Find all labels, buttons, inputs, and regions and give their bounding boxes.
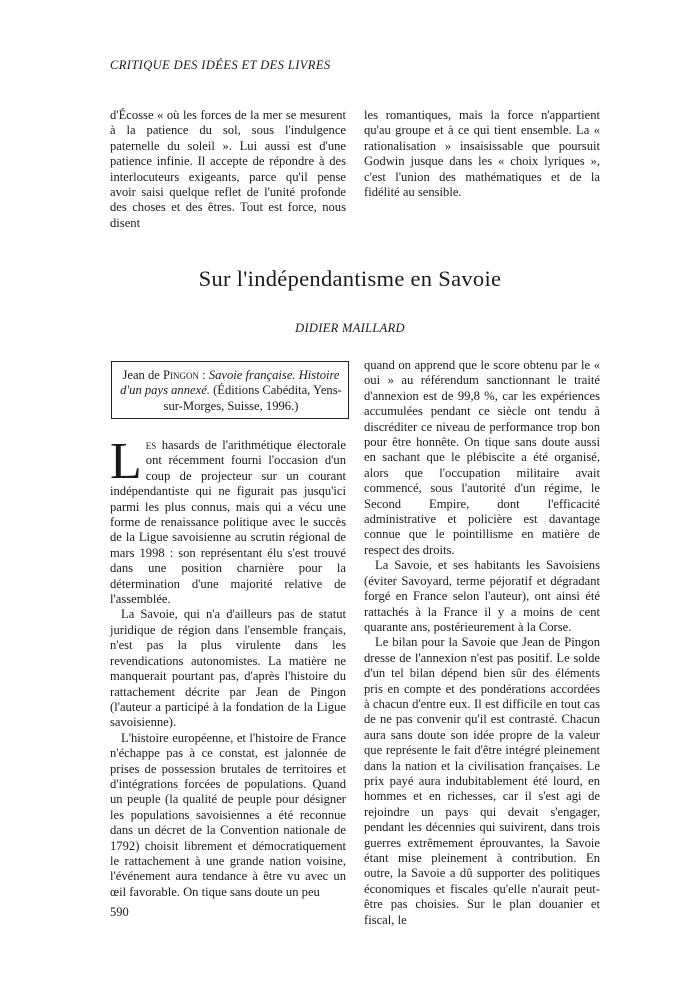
top-right-column — [364, 108, 600, 200]
book-separator: : — [199, 368, 209, 382]
page-number: 590 — [110, 905, 129, 919]
paragraph: d'Écosse « où les forces de la mer se mesurent à la patience du sol, sous l'indulgence paternelle du soleil ». Lui aussi est d'une patience infinie. Il accepte de répondre à des interlocuteurs exigeants, parce qu'il pense avoir saisi quelque reflet de l'unité profonde des choses et des êtres. Tout est force, nous disent — [110, 108, 346, 230]
paragraph: quand on apprend que le score obtenu par le « oui » au référendum sanctionnant le traité d'annexion est de 99,8 %, car les expériences accumulées pendant ce siècle ont tendu à discréditer ce niveau de performance trop bon pour être honnête. On tique sans doute aussi en sachant que le plébiscite a été organisé, alors que l'occupation militaire avait commencé, sous l'autorité d'un régime, le Second Empire, dont l'efficacité administrative et policière est davantage connue que le pointillisme en matière de respect des droits. — [364, 358, 600, 557]
book-author-first: Jean de — [122, 368, 164, 382]
paragraph: La Savoie, et ses habitants les Savoisiens (éviter Savoyard, terme péjoratif et dégradant forgé en France selon l'auteur), ont ainsi été rattachés à la France il y a moins de cent quarante ans, postérieurement à la Corse. — [364, 558, 600, 634]
article-title: Sur l'indépendantisme en Savoie — [198, 266, 502, 291]
book-publisher: (Éditions Cabédita, Yens-sur-Morges, Suisse, 1996.) — [163, 383, 342, 413]
paragraph: La Savoie, qui n'a d'ailleurs pas de statut juridique de région dans l'ensemble français, n'est pas la plus virulente dans les revendications autonomistes. La matière ne manquerait pourtant pas, d'après l'histoire du rattachement décrite par Jean de Pingon (l'auteur a participé à la fondation de la Ligue savoisienne). — [110, 607, 346, 730]
article-author: DIDIER MAILLARD — [295, 321, 405, 335]
paragraph: les romantiques, mais la force n'appartient qu'au groupe et à ce qui tient ensemble. La « rationalisation » insaisissable que poursuit Godwin jusque dans les « choix lyriques », c'est l'union des mathématiques et de la fidélité au sensible. — [364, 108, 600, 200]
body-left-column — [110, 433, 346, 900]
book-reference-box — [111, 361, 349, 419]
body-right-column — [364, 358, 600, 928]
first-paragraph-text: hasards de l'arithmétique électorale ont récemment fourni l'occasion d'un coup de projecteur sur un courant indépendantiste qui ne figurait pas jusqu'ici parmi les plus connus, mais qui a vécu une forme de renaissance politique avec le succès de la Ligue savoisienne au scrutin régional de mars 1998 : son représentant élu s'est trouvé dans une position charnière pour la détermination d'une majorité relative de l'assemblée. — [110, 438, 346, 607]
first-paragraph — [110, 433, 346, 607]
paragraph: L'histoire européenne, et l'histoire de France n'échappe pas à ce constat, est jalonnée de prises de possession brutales de territoires et d'intégrations forcées de populations. Quand un peuple (la qualité de peuple pour désigner les populations savoisiennes a été reconnue dans un décret de la Convention nationale de 1792) choisit librement et démocratiquement le rattachement à une grande nation voisine, l'événement aura tendance à être vu avec un œil favorable. On tique sans doute un peu — [110, 730, 346, 899]
book-title: Savoie française. Histoire d'un pays annexé. — [120, 368, 340, 398]
lead-word: es — [145, 438, 157, 452]
book-author-last: Pingon — [163, 368, 200, 382]
running-head: CRITIQUE DES IDÉES ET DES LIVRES — [110, 58, 331, 72]
paragraph: Le bilan pour la Savoie que Jean de Pingon dresse de l'annexion n'est pas positif. Le solde d'un tel bilan dépend bien sûr des éléments pris en compte et des pondérations accordées à chacun d'entre eux. Il est difficile en tout cas de ne pas convenir qu'il est contrasté. Chacun aura sans doute son idée propre de la valeur que représente le fait d'être intégré pleinement dans la nation et la civilisation françaises. Le prix payé aura indubitablement été lourd, en hommes et en richesses, car il s'est agi de rejoindre un pays qui devait s'engager, pendant les décennies qui suivirent, dans trois guerres extrêmement éprouvantes, la Savoie étant mise pleinement à contribution. En outre, la Savoie a dû supporter des politiques économiques et fiscales qu'elle n'aurait peut-être pas choisies. Sur le plan douanier et fiscal, le — [364, 635, 600, 927]
top-left-column — [110, 108, 346, 231]
drop-cap: L — [110, 433, 142, 490]
